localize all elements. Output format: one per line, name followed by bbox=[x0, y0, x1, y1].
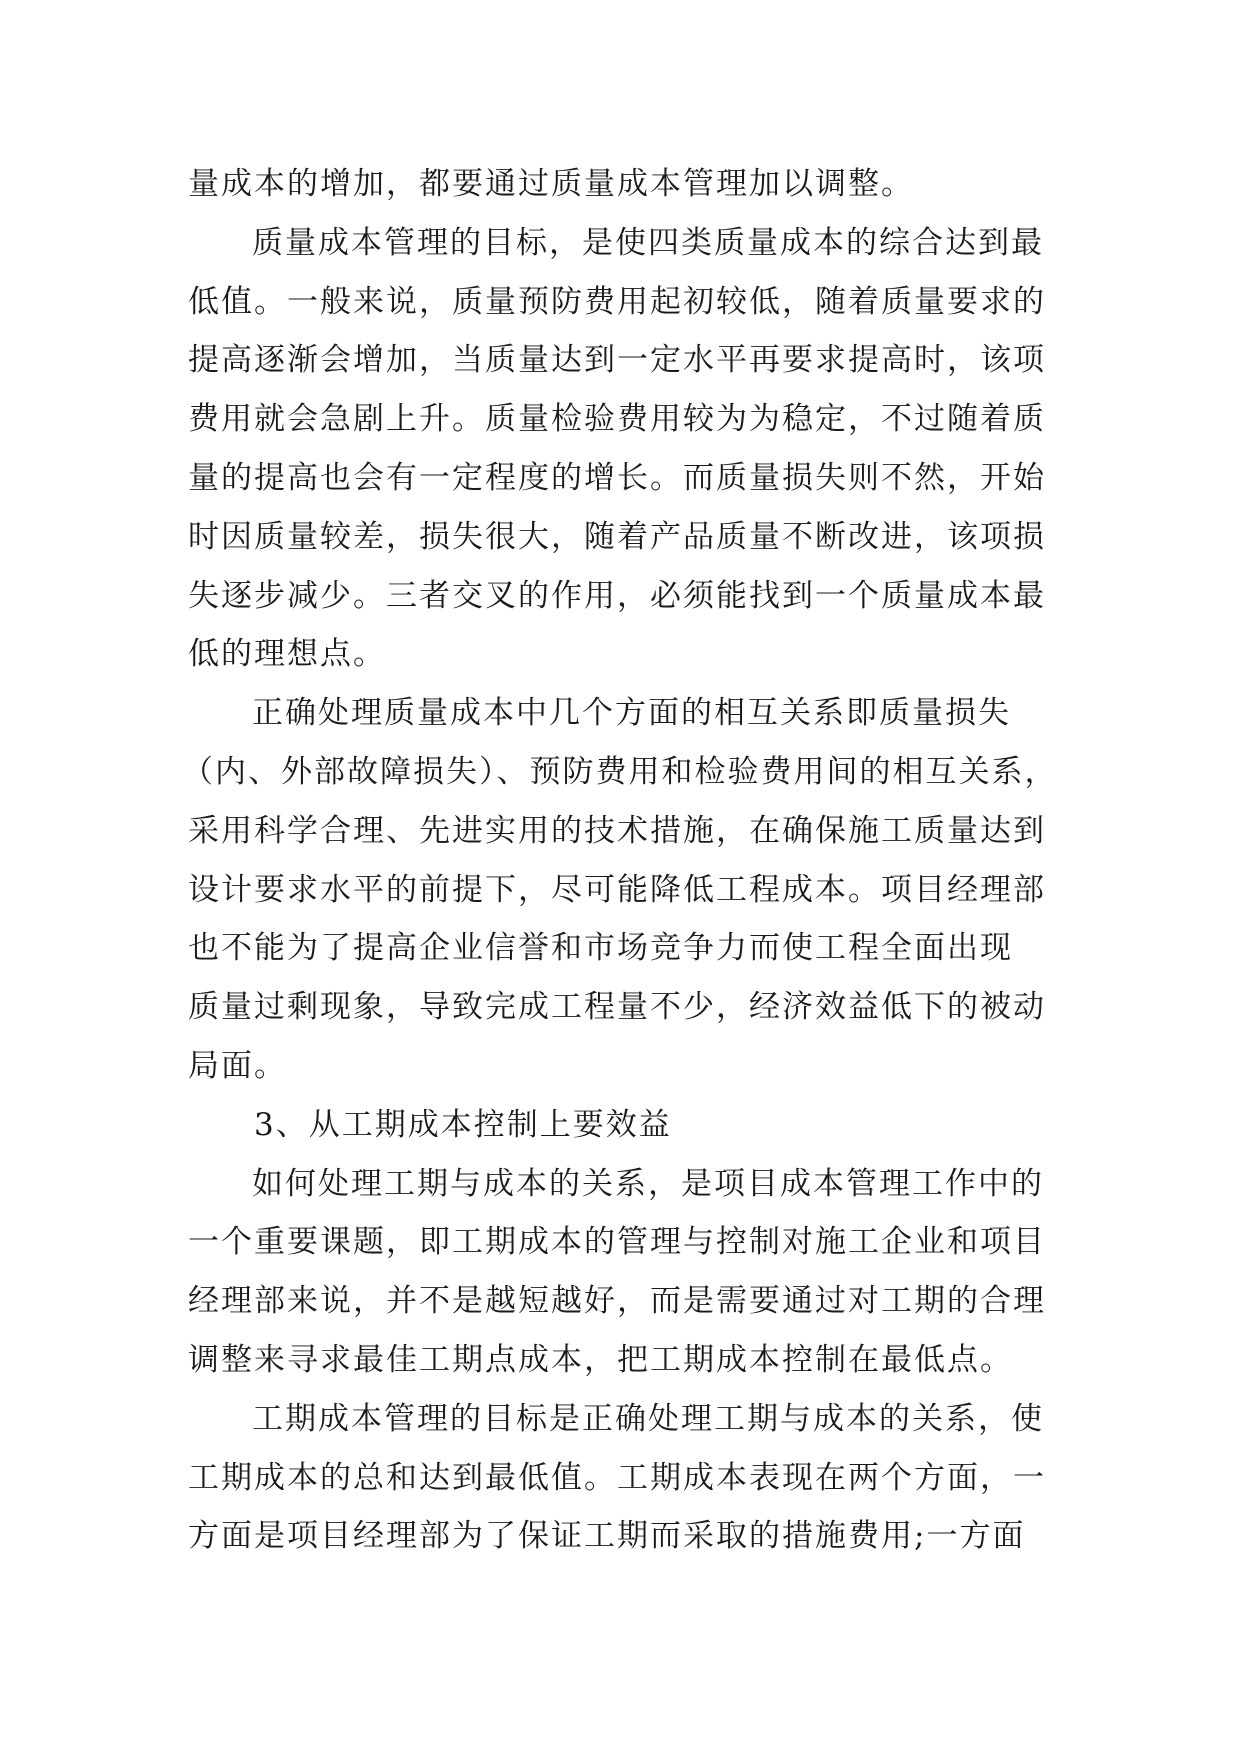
text-line: 量的提高也会有一定程度的增长。而质量损失则不然，开始 bbox=[188, 459, 1046, 496]
text-line: 一个重要课题，即工期成本的管理与控制对施工企业和项目 bbox=[188, 1224, 1046, 1261]
text-line: 设计要求水平的前提下，尽可能降低工程成本。项目经理部 bbox=[188, 871, 1046, 908]
paragraph-start-line: 质量成本管理的目标，是使四类质量成本的综合达到最 bbox=[252, 224, 1044, 261]
text-line: 采用科学合理、先进实用的技术措施，在确保施工质量达到 bbox=[188, 812, 1046, 849]
text-line: 局面。 bbox=[188, 1047, 287, 1084]
text-line: 方面是项目经理部为了保证工期而采取的措施费用;一方面 bbox=[188, 1518, 1026, 1555]
text-line: 低的理想点。 bbox=[188, 636, 386, 673]
paragraph-start-line: 正确处理质量成本中几个方面的相互关系即质量损失 bbox=[252, 695, 1011, 732]
section-heading: 3、从工期成本控制上要效益 bbox=[254, 1106, 672, 1143]
paragraph-start-line: 工期成本管理的目标是正确处理工期与成本的关系，使 bbox=[252, 1400, 1044, 1437]
text-line: 调整来寻求最佳工期点成本，把工期成本控制在最低点。 bbox=[188, 1341, 1013, 1378]
text-line: 经理部来说，并不是越短越好，而是需要通过对工期的合理 bbox=[188, 1283, 1046, 1320]
text-line: 也不能为了提高企业信誉和市场竞争力而使工程全面出现 bbox=[188, 930, 1013, 967]
document-body bbox=[182, 155, 1068, 1566]
text-line: 工期成本的总和达到最低值。工期成本表现在两个方面，一 bbox=[188, 1459, 1046, 1496]
text-line: 低值。一般来说，质量预防费用起初较低，随着质量要求的 bbox=[188, 283, 1046, 320]
text-line: （内、外部故障损失）、预防费用和检验费用间的相互关系， bbox=[182, 753, 1058, 790]
text-line: 费用就会急剧上升。质量检验费用较为为稳定，不过随着质 bbox=[188, 401, 1046, 438]
text-line: 提高逐渐会增加，当质量达到一定水平再要求提高时，该项 bbox=[188, 342, 1046, 379]
text-line: 失逐步减少。三者交叉的作用，必须能找到一个质量成本最 bbox=[188, 577, 1046, 614]
text-line: 质量过剩现象，导致完成工程量不少，经济效益低下的被动 bbox=[188, 989, 1046, 1026]
text-line: 量成本的增加，都要通过质量成本管理加以调整。 bbox=[188, 166, 914, 202]
paragraph-start-line: 如何处理工期与成本的关系，是项目成本管理工作中的 bbox=[252, 1165, 1044, 1202]
text-line: 时因质量较差，损失很大，随着产品质量不断改进，该项损 bbox=[188, 518, 1046, 555]
